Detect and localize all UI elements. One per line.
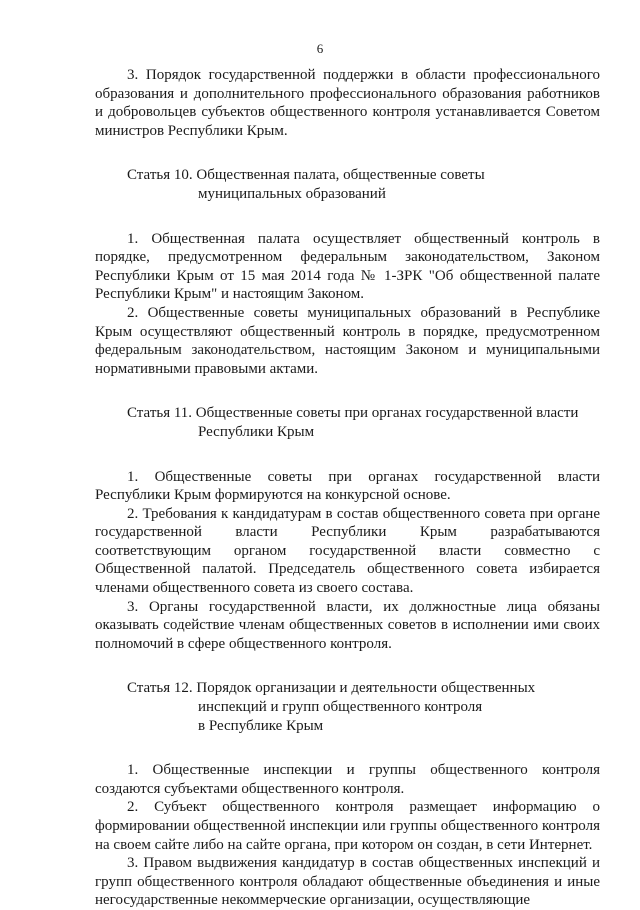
article-heading-line: инспекций и групп общественного контроля — [198, 699, 483, 716]
article-heading-line: Статья 10. Общественная палата, общественные советы — [127, 167, 485, 184]
paragraph: 3. Органы государственной власти, их должностные лица обязаны оказывать содействие членам общественных советов в исполнении ими своих полномочий в сфере общественного контроля. — [95, 598, 600, 652]
paragraph: 1. Общественные советы при органах государственной власти Республики Крым формируются на конкурсной основе. — [95, 468, 600, 504]
article-heading-line: Республики Крым — [198, 423, 315, 440]
article-heading-line: Статья 12. Порядок организации и деятельности общественных — [127, 680, 536, 697]
article-heading-line: в Республике Крым — [198, 717, 324, 734]
article-heading-line: Статья 11. Общественные советы при органах государственной власти — [127, 405, 579, 422]
article-11-heading — [95, 404, 600, 441]
paragraph: 1. Общественная палата осуществляет общественный контроль в порядке, предусмотренном федеральным законодательством, Законом Республики Крым от 15 мая 2014 года № 1-ЗРК "Об общественной палате Республики Крым" и настоящим Законом. — [95, 230, 600, 303]
article-heading-line: муниципальных образований — [198, 185, 386, 202]
paragraph: 1. Общественные инспекции и группы общественного контроля создаются субъектами общественного контроля. — [95, 762, 600, 797]
paragraph: 3. Порядок государственной поддержки в области профессионального образования и дополнительного профессионального образования работников и добровольцев субъектов общественного контроля устанавливается Советом министров Республики Крым. — [95, 67, 600, 139]
paragraph: 2. Общественные советы муниципальных образований в Республике Крым осуществляют общественный контроль в порядке, предусмотренном федеральным законодательством, настоящим Законом и муниципальными нормативными правовыми актами. — [95, 304, 600, 377]
document-body — [95, 66, 600, 910]
paragraph: 2. Субъект общественного контроля размещает информацию о формировании общественной инспекции или группы общественного контроля на своем сайте либо на сайте органа, при котором он создан, в сети Интернет. — [95, 799, 600, 853]
article-10-heading — [95, 166, 600, 203]
page-number: 6 — [316, 41, 324, 56]
paragraph: 2. Требования к кандидатурам в состав общественного совета при органе государственной власти Республики Крым разрабатываются соответствующим органом государственной власти совместно с Общественной палатой. Председатель общественного совета избирается членами общественного совета из своего состава. — [95, 505, 600, 597]
article-12-heading — [95, 679, 600, 735]
paragraph: 3. Правом выдвижения кандидатур в состав общественных инспекций и групп общественного контроля обладают общественные объединения и иные негосударственные некоммерческие организации, осуществляющие — [95, 855, 600, 909]
